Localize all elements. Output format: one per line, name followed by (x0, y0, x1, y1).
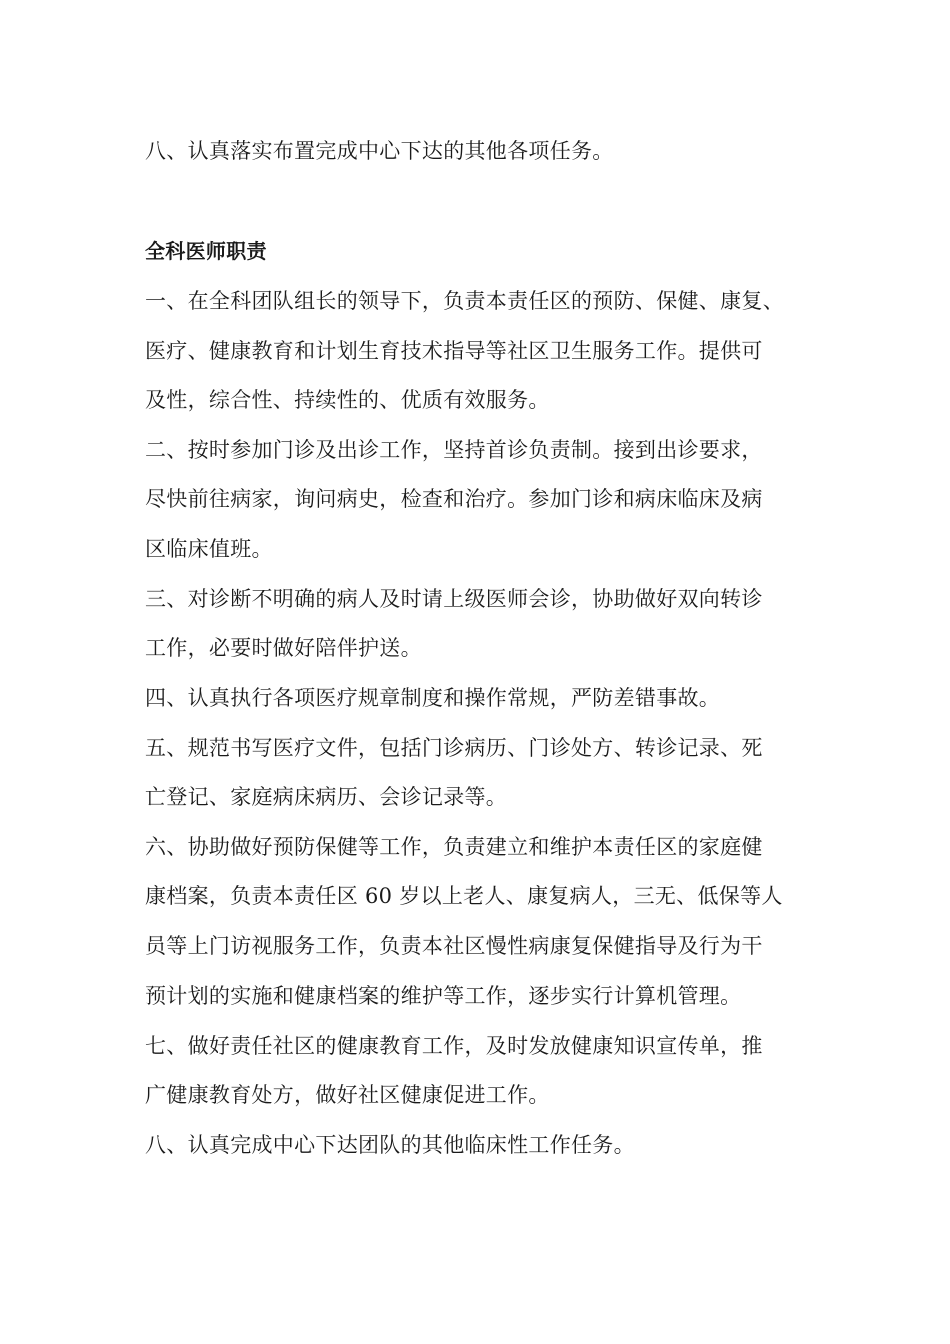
body-line-11: 亡登记、家庭病床病历、会诊记录等。 (145, 785, 508, 809)
body-line-14: 员等上门访视服务工作，负责本社区慢性病康复保健指导及行为干 (145, 934, 763, 958)
body-line-10: 五、规范书写医疗文件，包括门诊病历、门诊处方、转诊记录、死 (145, 736, 763, 760)
body-line-18: 八、认真完成中心下达团队的其他临床性工作任务。 (145, 1133, 635, 1157)
body-line-12: 六、协助做好预防保健等工作，负责建立和维护本责任区的家庭健 (145, 835, 763, 859)
body-line-3: 及性，综合性、持续性的、优质有效服务。 (145, 388, 550, 412)
body-line-16: 七、做好责任社区的健康教育工作，及时发放健康知识宣传单，推 (145, 1034, 763, 1058)
body-line-4: 二、按时参加门诊及出诊工作，坚持首诊负责制。接到出诊要求， (145, 438, 763, 462)
section-title: 全科医师职责 (145, 239, 267, 263)
body-line-5: 尽快前往病家，询问病史，检查和治疗。参加门诊和病床临床及病 (145, 487, 763, 511)
body-line-17: 广健康教育处方，做好社区健康促进工作。 (145, 1083, 550, 1107)
body-line-6: 区临床值班。 (145, 537, 273, 561)
body-line-8: 工作，必要时做好陪伴护送。 (145, 636, 422, 660)
body-line-13: 康档案，负责本责任区 60 岁以上老人、康复病人，三无、低保等人 (145, 884, 783, 908)
body-line-1: 一、在全科团队组长的领导下，负责本责任区的预防、保健、康复、 (145, 289, 784, 313)
body-line-9: 四、认真执行各项医疗规章制度和操作常规，严防差错事故。 (145, 686, 721, 710)
body-line-2: 医疗、健康教育和计划生育技术指导等社区卫生服务工作。提供可 (145, 339, 763, 363)
previous-item-text: 八、认真落实布置完成中心下达的其他各项任务。 (145, 139, 614, 163)
body-line-15: 预计划的实施和健康档案的维护等工作，逐步实行计算机管理。 (145, 984, 742, 1008)
body-line-7: 三、对诊断不明确的病人及时请上级医师会诊，协助做好双向转诊 (145, 587, 763, 611)
